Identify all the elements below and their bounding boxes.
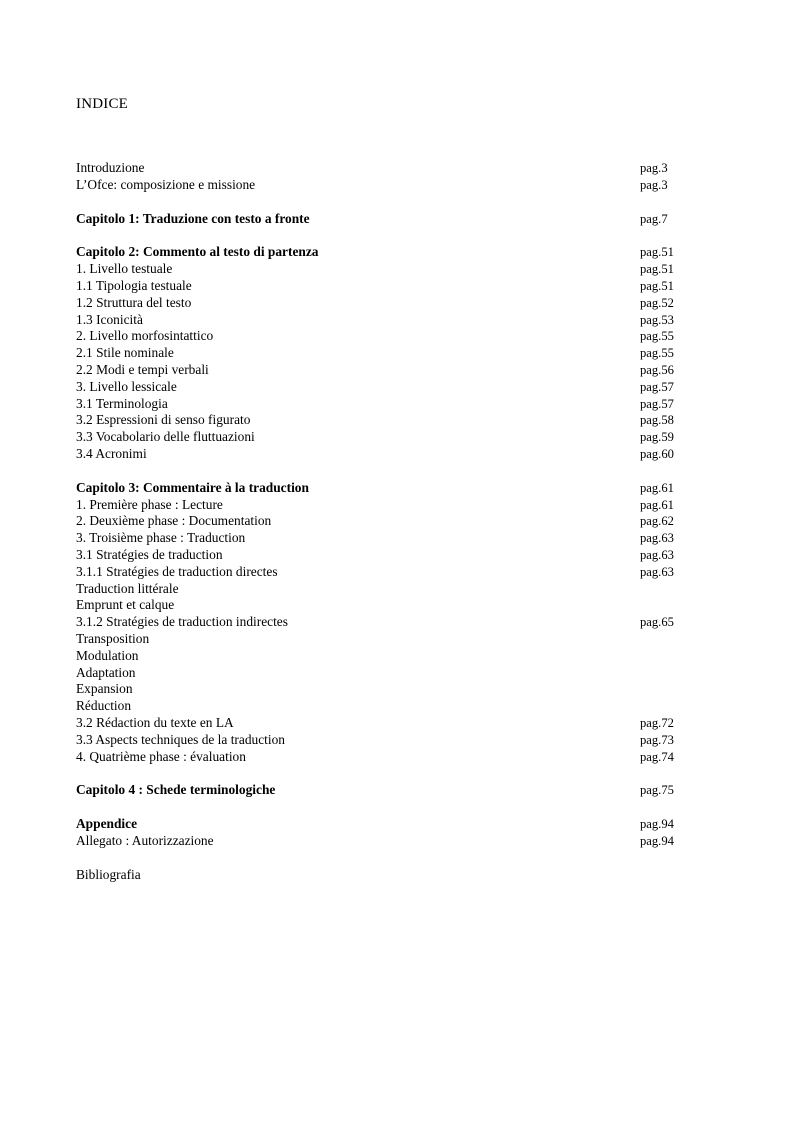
toc-page-number: pag.73 [640,732,674,747]
toc-entry-label: Bibliografia [76,866,141,882]
toc-entry [76,160,686,177]
toc-entry [76,732,686,749]
toc-page-number: pag.74 [640,749,674,764]
toc-entry-label: Modulation [76,647,139,663]
toc-entry [76,295,686,312]
toc-page-number: pag.62 [640,514,674,529]
toc-page-number [640,867,686,884]
toc-page-number [640,698,686,715]
toc-page-number: pag.65 [640,615,674,630]
toc-entry-label: 3.2 Espressioni di senso figurato [76,412,251,428]
toc-entry-label: Capitolo 1: Traduzione con testo a fronte [76,210,310,226]
toc-entry [76,261,686,278]
toc-entry [76,631,686,648]
toc-entry [76,530,686,547]
toc-entry [76,564,686,581]
toc-entry-label: Transposition [76,630,150,646]
toc-entry-label: 3.3 Vocabolario delle fluttuazioni [76,429,255,445]
toc-entry-label: 1.2 Struttura del testo [76,294,192,310]
toc-section [76,480,686,766]
toc-entry [76,497,686,514]
toc-page-number: pag.61 [640,480,674,495]
toc-page-number [640,597,686,614]
toc-entry [76,867,686,884]
toc-entry-label: Capitolo 3: Commentaire à la traduction [76,479,309,495]
toc-chapter-heading [76,244,686,261]
toc-page-number: pag.94 [640,817,674,832]
toc-chapter-heading [76,782,686,799]
toc-entry [76,614,686,631]
toc-entry-label: Capitolo 4 : Schede terminologiche [76,782,276,798]
toc-entry [76,648,686,665]
table-of-contents [76,160,686,883]
toc-chapter-heading [76,211,686,228]
toc-page-number: pag.59 [640,430,674,445]
toc-page-number: pag.56 [640,362,674,377]
toc-entry [76,379,686,396]
toc-entry [76,547,686,564]
toc-section [76,211,686,228]
toc-entry-label: 2.1 Stile nominale [76,345,174,361]
toc-page-number: pag.72 [640,715,674,730]
toc-entry-label: Adaptation [76,664,136,680]
toc-entry-label: 3.4 Acronimi [76,445,147,461]
toc-entry-label: Introduzione [76,160,145,175]
toc-page-number: pag.94 [640,833,674,848]
toc-page-number: pag.55 [640,329,674,344]
toc-page-number: pag.55 [640,346,674,361]
toc-chapter-heading [76,816,686,833]
toc-page-number: pag.53 [640,312,674,327]
toc-section [76,782,686,799]
toc-entry [76,446,686,463]
toc-page-number: pag.51 [640,278,674,293]
toc-section [76,867,686,884]
toc-entry-label: Allegato : Autorizzazione [76,832,214,848]
toc-page-number: pag.63 [640,564,674,579]
toc-page-number: pag.57 [640,396,674,411]
toc-entry-label: Traduction littérale [76,580,179,596]
toc-entry-label: Emprunt et calque [76,597,175,613]
toc-entry [76,396,686,413]
toc-page-number: pag.60 [640,446,674,461]
toc-page-number: pag.3 [640,161,668,175]
toc-entry [76,681,686,698]
toc-entry [76,597,686,614]
toc-entry [76,715,686,732]
toc-entry-label: 1. Livello testuale [76,261,173,277]
toc-entry-label: 2.2 Modi e tempi verbali [76,361,209,377]
toc-page-number: pag.63 [640,547,674,562]
toc-entry [76,749,686,766]
toc-entry-label: Réduction [76,698,132,714]
toc-page-number [640,648,686,665]
toc-page-number [640,581,686,598]
toc-page-number: pag.52 [640,295,674,310]
toc-entry [76,429,686,446]
toc-entry-label: 2. Deuxième phase : Documentation [76,513,272,529]
toc-entry-label: 3. Livello lessicale [76,378,177,394]
toc-page-number: pag.63 [640,531,674,546]
toc-entry-label: 1.3 Iconicità [76,311,143,327]
toc-page-number: pag.51 [640,245,674,260]
toc-entry [76,278,686,295]
toc-entry [76,513,686,530]
toc-entry [76,665,686,682]
toc-section [76,244,686,462]
toc-page-number: pag.3 [640,177,668,192]
toc-section [76,160,686,194]
toc-entry-label: 1.1 Tipologia testuale [76,277,192,293]
toc-entry-label: L’Ofce: composizione e missione [76,176,256,192]
toc-entry-label: Appendice [76,816,138,832]
toc-entry-label: 1. Première phase : Lecture [76,496,223,512]
toc-page-number [640,665,686,682]
toc-chapter-heading [76,480,686,497]
document-page [76,94,686,900]
toc-entry [76,312,686,329]
toc-entry-label: 3.1 Terminologia [76,395,168,411]
toc-entry-label: 3.1.2 Stratégies de traduction indirectes [76,614,288,630]
toc-entry [76,345,686,362]
toc-entry-label: 3.1.1 Stratégies de traduction directes [76,563,278,579]
toc-entry-label: 3. Troisième phase : Traduction [76,530,246,546]
toc-page-number [640,681,686,698]
toc-entry [76,362,686,379]
toc-entry-label: Expansion [76,681,133,697]
page-title: INDICE [76,96,129,112]
toc-entry [76,833,686,850]
toc-entry [76,698,686,715]
toc-entry-label: Capitolo 2: Commento al testo di partenza [76,244,319,260]
toc-entry [76,581,686,598]
toc-entry-label: 3.1 Stratégies de traduction [76,546,223,562]
toc-section [76,816,686,850]
toc-page-number: pag.58 [640,413,674,428]
toc-entry [76,177,686,194]
toc-entry-label: 2. Livello morfosintattico [76,328,214,344]
toc-page-number: pag.57 [640,379,674,394]
toc-page-number: pag.51 [640,262,674,277]
toc-entry [76,328,686,345]
toc-page-number: pag.75 [640,783,674,798]
toc-page-number: pag.7 [640,211,668,226]
toc-entry-label: 4. Quatrième phase : évaluation [76,748,246,764]
toc-entry-label: 3.2 Rédaction du texte en LA [76,714,234,730]
toc-entry [76,412,686,429]
toc-entry-label: 3.3 Aspects techniques de la traduction [76,731,285,747]
toc-page-number [640,631,686,648]
toc-page-number: pag.61 [640,497,674,512]
